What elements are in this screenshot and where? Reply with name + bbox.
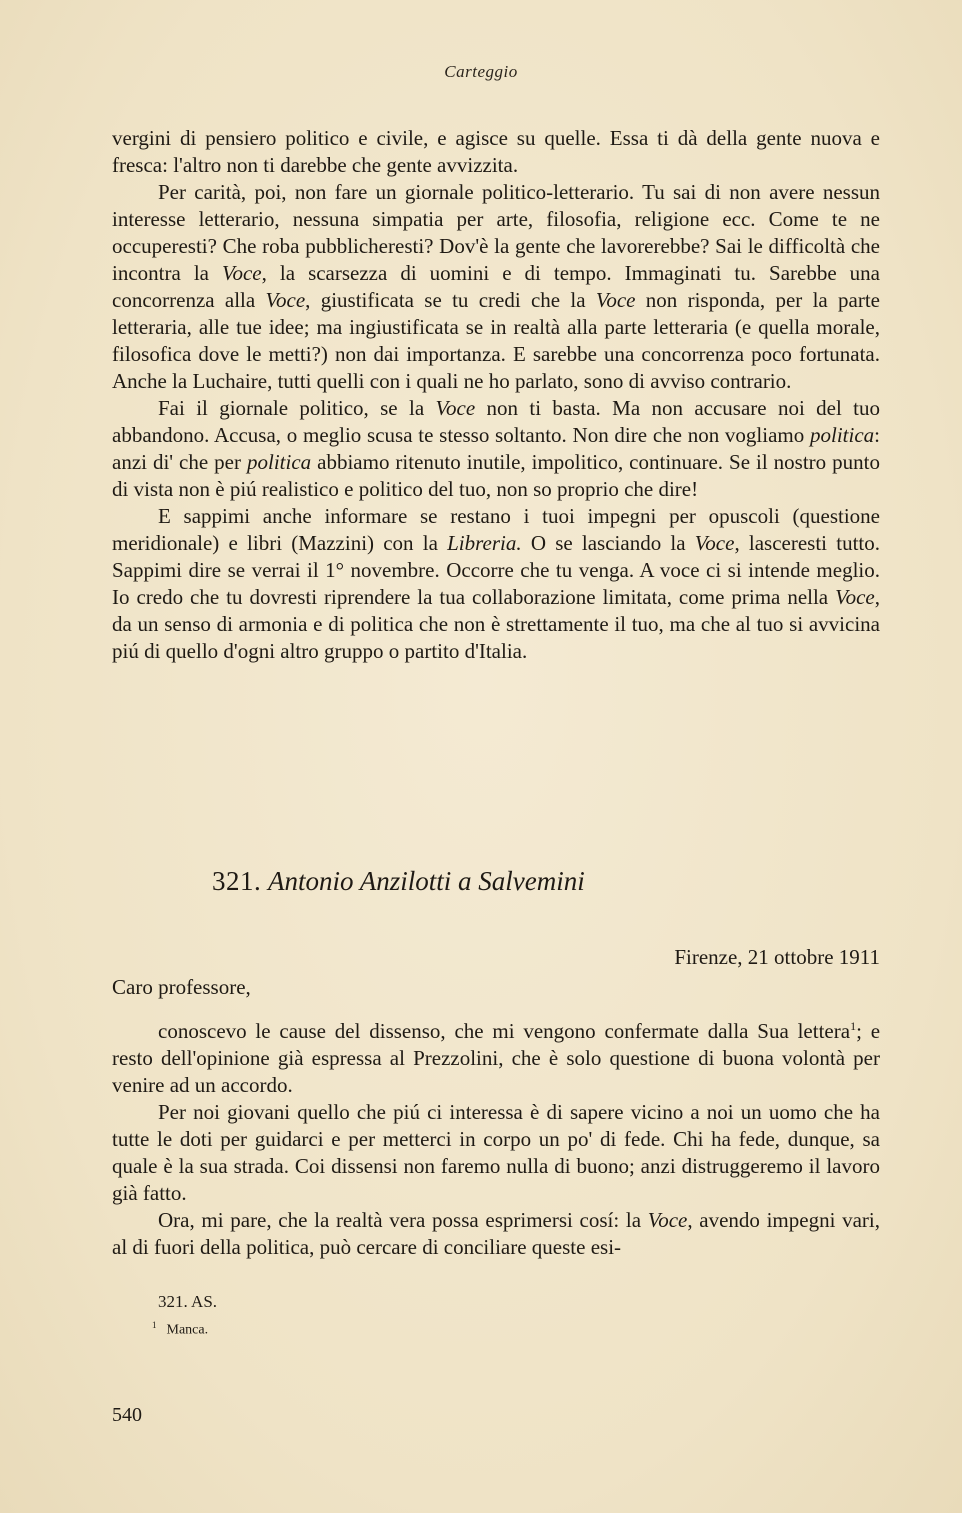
text-run: : anzi di' che per	[112, 423, 880, 474]
italic-text: politica	[809, 423, 875, 447]
footnote-number: 1	[152, 1320, 157, 1330]
text-run: conoscevo le cause del dissenso, che mi vengono confermate dalla Sua lettera	[158, 1019, 851, 1043]
italic-text: Voce	[265, 288, 306, 312]
letter-320-paragraph	[112, 179, 880, 395]
section-heading	[212, 864, 772, 898]
text-run: Ora, mi pare, che la realtà vera possa esprimersi cosí: la	[158, 1208, 648, 1232]
text-run: ; e resto dell'opinione già espressa al Prezzolini, che è solo questione di buona volontà per venire ad un accordo.	[112, 1019, 881, 1097]
footnote-text: Manca.	[166, 1322, 209, 1338]
text-run: E sappimi anche informare se restano i tuoi impegni per opuscoli (questione meridionale) e libri (Mazzini) con la	[112, 504, 880, 555]
letter-321-paragraph	[112, 1018, 880, 1099]
text-run: , giustificata se tu credi che la	[305, 288, 596, 312]
text-run: , la scarsezza di uomini e di tempo. Immaginati tu. Sarebbe una concorrenza alla	[112, 261, 880, 312]
footnote-1	[152, 1314, 211, 1342]
letter-321-paragraph	[112, 1207, 880, 1261]
section-title: Antonio Anzilotti a Salvemini	[268, 866, 585, 896]
text-run: , avendo impegni vari, al di fuori della politica, può cercare di conciliare queste esi-	[112, 1208, 880, 1259]
text-run: Per noi giovani quello che piú ci interessa è di sapere vicino a noi un uomo che ha tutte le doti per guidarci e per metterci in corpo un po' di fede. Chi ha fede, dunque, sa quale è la sua strada. Coi dissensi non faremo nulla di buono; anzi distruggeremo il lavoro già fatto.	[112, 1100, 880, 1205]
italic-text: Voce	[694, 531, 735, 555]
archive-reference: 321. AS.	[158, 1292, 218, 1311]
footnote-marker: 1	[850, 1019, 857, 1033]
letter-320-paragraph	[112, 395, 880, 503]
text-run: non ti basta. Ma non accusare noi del tuo abbandono. Accusa, o meglio scusa te stesso soltanto. Non dire che non vogliamo	[112, 396, 880, 447]
text-run: Fai il giornale politico, se la	[158, 396, 436, 420]
italic-text: Voce	[647, 1208, 688, 1232]
italic-text: Voce	[221, 261, 262, 285]
footnotes	[152, 1290, 218, 1342]
letter-320-paragraph	[112, 125, 880, 179]
text-run: O se lasciando la	[521, 531, 695, 555]
text-run: , da un senso di armonia e di politica che non è strettamente il tuo, ma che al tuo si avvicina piú di quello d'ogni altro gruppo o partito d'Italia.	[112, 585, 880, 663]
italic-text: Voce	[435, 396, 476, 420]
text-run: , lasceresti tutto. Sappimi dire se verrai il 1° novembre. Occorre che tu venga. A voce ci si intende meglio. Io credo che tu dovresti riprendere la tua collaborazione limitata, come prima nella	[112, 531, 880, 609]
italic-text: Libreria.	[447, 531, 522, 555]
letter-321-paragraph	[112, 1099, 880, 1207]
italic-text: politica	[246, 450, 312, 474]
letter-321-body-text	[112, 1018, 880, 1261]
text-run: vergini di pensiero politico e civile, e agisce su quelle. Essa ti dà della gente nuova e fresca: l'altro non ti darebbe che gente avvizzita.	[112, 126, 880, 177]
letter-salutation: Caro professore,	[112, 975, 251, 999]
italic-text: Voce	[595, 288, 636, 312]
section-number: 321.	[212, 866, 262, 896]
text-run: non risponda, per la parte letteraria, alle tue idee; ma ingiustificata se in realtà alla parte letteraria (e quella morale, filosofica dove le metti?) non dai importanza. E sarebbe una concorrenza poco fortunata. Anche la Luchaire, tutti quelli con i quali ne ho parlato, sono di avviso contrario.	[112, 288, 880, 393]
text-run: Per carità, poi, non fare un giornale politico-letterario. Tu sai di non avere nessun interesse letterario, nessuna simpatia per arte, filosofia, religione ecc. Come te ne occuperesti? Che roba pubblicheresti? Dov'è la gente che lavorerebbe? Sai le difficoltà che incontra la	[112, 180, 880, 285]
letter-320-paragraph	[112, 503, 880, 665]
italic-text: Voce	[835, 585, 875, 609]
letter-320-tail-text	[112, 125, 880, 665]
running-head: Carteggio	[444, 62, 518, 81]
letter-dateline: Firenze, 21 ottobre 1911	[674, 945, 880, 969]
text-run: abbiamo ritenuto inutile, impolitico, continuare. Se il nostro punto di vista non è piú realistico e politico del tuo, non so proprio che dire!	[112, 450, 880, 501]
page-number: 540	[112, 1404, 142, 1426]
